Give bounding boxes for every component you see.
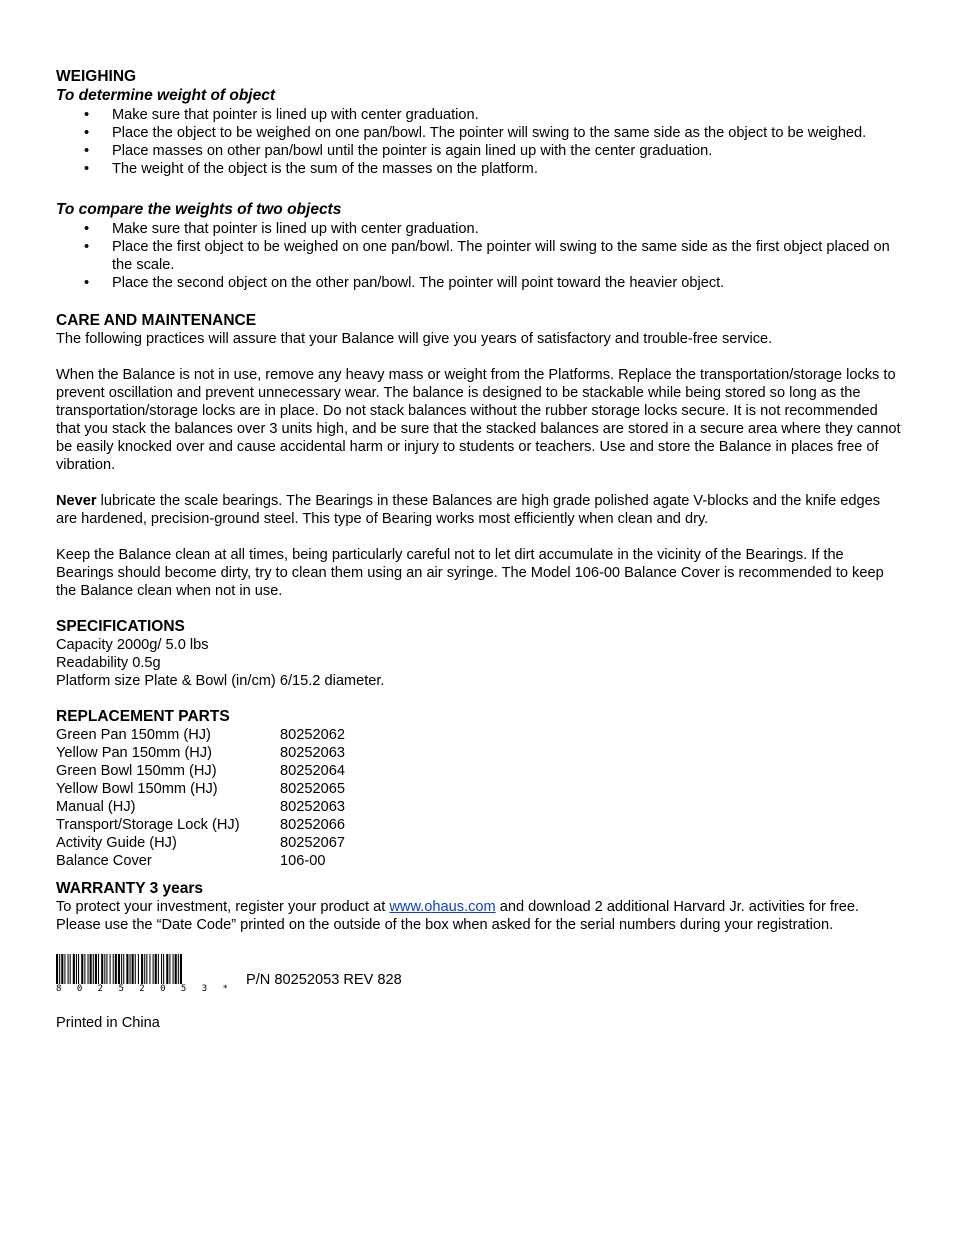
barcode-bar: [78, 954, 79, 984]
part-name: Transport/Storage Lock (HJ): [56, 817, 240, 833]
compare-weights-subheading: To compare the weights of two objects: [56, 201, 342, 218]
barcode-bar: [93, 954, 94, 984]
barcode-bar: [144, 954, 145, 984]
manual-page: [56, 68, 901, 1032]
barcode-digit: *: [222, 984, 228, 994]
barcode-bar: [121, 954, 122, 984]
barcode-bar: [161, 954, 162, 984]
barcode-bar: [95, 954, 97, 984]
barcode-bar: [178, 954, 179, 984]
barcode-bar: [73, 954, 75, 984]
part-name: Activity Guide (HJ): [56, 835, 177, 851]
barcode-bar: [81, 954, 83, 984]
part-number: 80252065: [280, 781, 345, 797]
part-name: Manual (HJ): [56, 799, 136, 815]
table-row: [56, 834, 345, 852]
part-name: Green Bowl 150mm (HJ): [56, 763, 217, 779]
part-number-label: P/N 80252053 REV 828: [246, 972, 402, 988]
barcode-bar: [135, 954, 136, 984]
barcode-digit: 0: [160, 984, 166, 994]
part-number: 80252067: [280, 835, 345, 851]
barcode-bar: [149, 954, 150, 984]
barcode-bar: [141, 954, 143, 984]
table-row: [56, 780, 345, 798]
printed-in-label: Printed in China: [56, 1015, 160, 1031]
barcode-bars-icon: [56, 954, 232, 984]
barcode-bar: [110, 954, 111, 984]
never-emphasis: Never: [56, 493, 97, 509]
care-intro: The following practices will assure that your Balance will give you years of satisfactory and trouble-free service.: [56, 331, 773, 347]
barcode: [56, 954, 232, 994]
barcode-bar: [173, 954, 174, 984]
table-row: [56, 852, 345, 870]
barcode-bar: [158, 954, 159, 984]
barcode-digit: 3: [201, 984, 208, 994]
warranty-text: [56, 898, 901, 934]
part-number: 80252062: [280, 727, 345, 743]
barcode-digit: 5: [180, 984, 187, 994]
barcode-digits: [56, 984, 228, 994]
part-number: 80252063: [280, 799, 345, 815]
barcode-bar: [84, 954, 85, 984]
care-heading: CARE AND MAINTENANCE: [56, 312, 257, 329]
barcode-bar: [132, 954, 134, 984]
barcode-bar: [146, 954, 147, 984]
barcode-digit: 2: [97, 984, 104, 994]
spec-capacity: Capacity 2000g/ 5.0 lbs: [56, 637, 209, 653]
barcode-bar: [98, 954, 99, 984]
list-item: • Place masses on other pan/bowl until the pointer is again lined up with the center graduation.: [56, 142, 901, 160]
barcode-bar: [115, 954, 117, 984]
barcode-bar: [113, 954, 114, 984]
barcode-bar: [104, 954, 105, 984]
lubrication-text: lubricate the scale bearings. The Bearings in these Balances are high grade polished agate V-blocks and the knife edges are hardened, precision-ground steel. This type of Bearing works most efficiently when clean and dry.: [56, 493, 881, 527]
care-paragraph-storage: When the Balance is not in use, remove any heavy mass or weight from the Platforms. Replace the transportation/storage locks to prevent oscillation and prevent unnecessary wear. The balance is designed to be stackable while being stored so long as the transportation/storage locks are in place. Do not stack balances without the rubber storage locks secure. It is not recommended that you stack the balances over 3 units high, and be sure that the stacked balances are stored in a secure area where they cannot be easily knocked over and cause accidental harm or injury to students or teachers. Use and store the Balance in places free of vibration.: [56, 367, 901, 473]
barcode-digit: 5: [118, 984, 124, 994]
ohaus-link[interactable]: www.ohaus.com: [389, 899, 496, 915]
barcode-digit: 2: [139, 984, 145, 994]
replacement-parts-heading: REPLACEMENT PARTS: [56, 708, 230, 725]
table-row: [56, 726, 345, 744]
care-paragraph-cleaning: Keep the Balance clean at all times, being particularly careful not to let dirt accumulate in the vicinity of the Bearings. If the Bearings should become dirty, try to clean them using an air syringe. The Model 106-00 Balance Cover is recommended to keep the Balance clean when not in use.: [56, 547, 884, 599]
part-name: Yellow Pan 150mm (HJ): [56, 745, 212, 761]
list-item: • Place the second object on the other pan/bowl. The pointer will point toward the heavier object.: [56, 274, 901, 292]
barcode-bar: [61, 954, 63, 984]
specifications-heading: SPECIFICATIONS: [56, 618, 185, 635]
care-paragraph-lubrication: [56, 492, 901, 528]
barcode-bar: [118, 954, 120, 984]
barcode-bar: [56, 954, 58, 984]
spec-readability: Readability 0.5g: [56, 655, 161, 671]
barcode-bar: [123, 954, 124, 984]
part-number: 106-00: [280, 853, 326, 869]
list-item: • Make sure that pointer is lined up with center graduation.: [56, 106, 901, 124]
weighing-heading: WEIGHING: [56, 68, 137, 85]
barcode-bar: [138, 954, 139, 984]
barcode-bar: [155, 954, 157, 984]
barcode-bar: [68, 954, 69, 984]
list-item: • Place the object to be weighed on one pan/bowl. The pointer will swing to the same side as the object to be weighed.: [56, 124, 901, 142]
compare-weights-list: [56, 220, 901, 292]
barcode-bar: [88, 954, 89, 984]
warranty-heading: WARRANTY 3 years: [56, 880, 204, 897]
barcode-digit: 0: [76, 984, 83, 994]
part-name: Balance Cover: [56, 853, 152, 869]
table-row: [56, 816, 345, 834]
part-number: 80252066: [280, 817, 345, 833]
warranty-text-before: To protect your investment, register your product at: [56, 899, 390, 915]
part-number: 80252063: [280, 745, 345, 761]
barcode-row: [56, 954, 901, 994]
warranty-text-after: and download 2 additional Harvard Jr. activities for free. Please use the “Date Code” printed on the outside of the box when asked for the serial numbers during your registration.: [56, 899, 860, 933]
barcode-bar: [64, 954, 65, 984]
barcode-bar: [166, 954, 168, 984]
barcode-bar: [153, 954, 154, 984]
list-item: • The weight of the object is the sum of the masses on the platform.: [56, 160, 901, 178]
barcode-bar: [126, 954, 128, 984]
list-item: • Place the first object to be weighed on one pan/bowl. The pointer will swing to the same side as the first object placed on the scale.: [56, 238, 901, 274]
replacement-parts-table: [56, 726, 345, 870]
barcode-bar: [90, 954, 92, 984]
barcode-bar: [175, 954, 177, 984]
determine-weight-list: [56, 106, 901, 178]
determine-weight-subheading: To determine weight of object: [56, 87, 276, 104]
table-row: [56, 762, 345, 780]
table-row: [56, 798, 345, 816]
list-item: • Make sure that pointer is lined up with center graduation.: [56, 220, 901, 238]
barcode-bar: [70, 954, 71, 984]
barcode-bar: [130, 954, 131, 984]
table-row: [56, 744, 345, 762]
part-name: Yellow Bowl 150mm (HJ): [56, 781, 218, 797]
barcode-bar: [76, 954, 77, 984]
barcode-digit: 8: [56, 984, 62, 994]
barcode-bar: [163, 954, 164, 984]
barcode-bar: [101, 954, 103, 984]
barcode-bar: [106, 954, 107, 984]
barcode-bar: [180, 954, 182, 984]
barcode-bar: [169, 954, 170, 984]
barcode-bar: [59, 954, 60, 984]
part-name: Green Pan 150mm (HJ): [56, 727, 211, 743]
part-number: 80252064: [280, 763, 345, 779]
spec-platform-size: Platform size Plate & Bowl (in/cm) 6/15.2 diameter.: [56, 673, 385, 689]
